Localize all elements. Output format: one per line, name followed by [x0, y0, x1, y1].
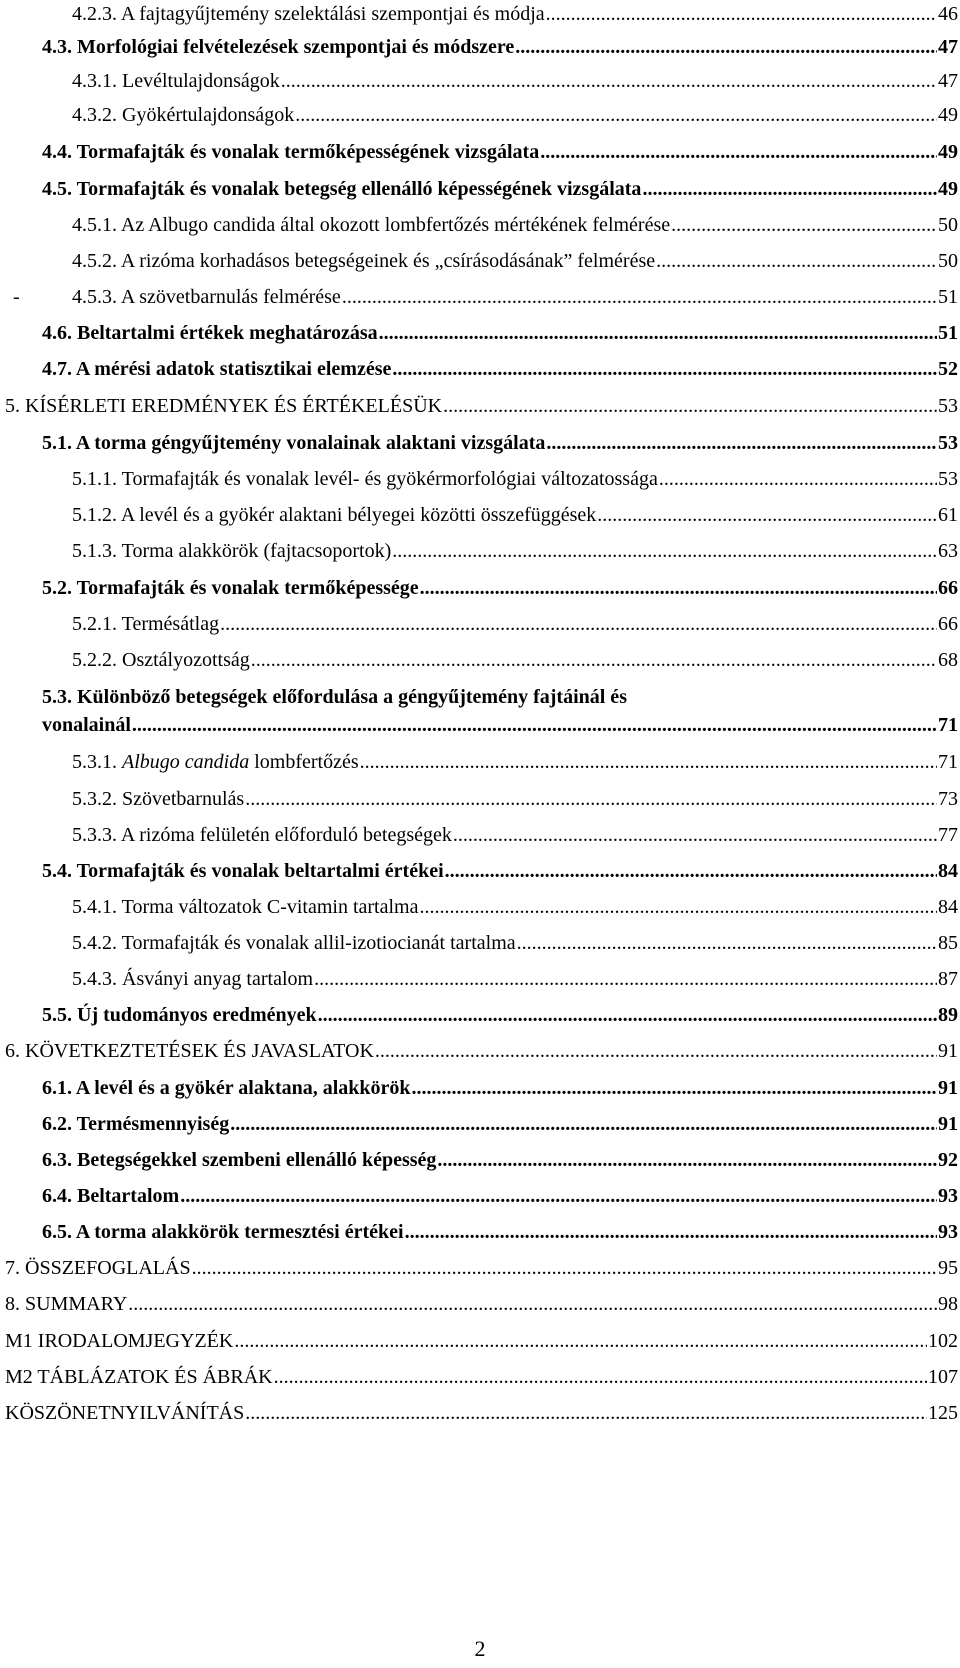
- toc-leader-dots: [453, 821, 937, 849]
- toc-entry[interactable]: [72, 67, 958, 95]
- toc-leader-dots: [234, 1327, 927, 1355]
- toc-entry-page: 71: [938, 714, 958, 736]
- toc-entry-label: 5.3.3. A rizóma felületén előforduló betegségek: [72, 824, 452, 846]
- toc-entry-label: [72, 748, 359, 776]
- toc-entry-label: 4.6. Beltartalmi értékek meghatározása: [42, 322, 378, 344]
- toc-entry[interactable]: [5, 1037, 958, 1065]
- toc-entry[interactable]: [72, 283, 958, 311]
- toc-entry-label: 5.2.1. Termésátlag: [72, 613, 220, 635]
- toc-entry-label: 5.4.2. Tormafajták és vonalak allil-izotiocianát tartalma: [72, 932, 516, 954]
- toc-entry-page: 91: [938, 1113, 958, 1135]
- toc-entry-page: 102: [928, 1330, 958, 1352]
- toc-entry-label: 5.5. Új tudományos eredmények: [42, 1004, 317, 1026]
- toc-entry-page: 49: [938, 141, 958, 163]
- toc-entry[interactable]: [72, 0, 958, 28]
- toc-leader-dots: [597, 501, 937, 529]
- toc-entry[interactable]: [42, 1146, 958, 1174]
- toc-entry-page: 87: [938, 968, 958, 990]
- toc-leader-dots: [245, 1399, 927, 1427]
- toc-entry[interactable]: [42, 574, 958, 602]
- toc-entry[interactable]: [72, 646, 958, 674]
- toc-entry-page: 66: [938, 613, 958, 635]
- toc-leader-dots: [128, 1290, 937, 1318]
- toc-leader-dots: [659, 465, 937, 493]
- toc-entry[interactable]: [42, 138, 958, 166]
- toc-entry-page: 50: [938, 250, 958, 272]
- toc-leader-dots: [540, 138, 937, 166]
- toc-entry[interactable]: [42, 683, 958, 739]
- toc-entry[interactable]: [42, 175, 958, 203]
- bullet-dash: -: [13, 286, 20, 308]
- toc-leader-dots: [230, 1110, 937, 1138]
- toc-leader-dots: [445, 857, 937, 885]
- toc-entry[interactable]: [42, 1074, 958, 1102]
- toc-leader-dots: [295, 101, 937, 129]
- toc-entry-page: 53: [938, 395, 958, 417]
- toc-entry[interactable]: [5, 1363, 958, 1391]
- toc-leader-dots: [318, 1001, 937, 1029]
- toc-leader-dots: [220, 610, 937, 638]
- toc-entry[interactable]: [42, 429, 958, 457]
- toc-leader-dots: [419, 893, 937, 921]
- toc-entry[interactable]: [72, 929, 958, 957]
- toc-entry-label: 5. KÍSÉRLETI EREDMÉNYEK ÉS ÉRTÉKELÉSÜK: [5, 395, 443, 417]
- toc-leader-dots: [392, 537, 937, 565]
- toc-entry[interactable]: [42, 857, 958, 885]
- toc-entry-label-line1: 5.3. Különböző betegségek előfordulása a géngyűjtemény fajtáinál és: [42, 686, 627, 708]
- toc-entry-label: 6.2. Termésmennyiség: [42, 1113, 230, 1135]
- toc-entry-page: 73: [938, 788, 958, 810]
- toc-leader-dots: [671, 211, 937, 239]
- toc-leader-dots: [180, 1182, 937, 1210]
- toc-entry-page: 71: [938, 751, 958, 773]
- toc-entry-page: 85: [938, 932, 958, 954]
- toc-entry-label-rest: lombfertőzés: [249, 751, 359, 773]
- toc-entry-label: 4.3.1. Levéltulajdonságok: [72, 70, 280, 92]
- toc-entry[interactable]: [72, 821, 958, 849]
- toc-leader-dots: [392, 355, 937, 383]
- toc-entry-page: 61: [938, 504, 958, 526]
- toc-leader-dots: [546, 0, 937, 28]
- toc-entry[interactable]: [72, 610, 958, 638]
- toc-entry-page: 49: [938, 178, 958, 200]
- toc-entry-page: 68: [938, 649, 958, 671]
- page-number: 2: [474, 1636, 486, 1661]
- toc-leader-dots: [546, 429, 937, 457]
- toc-leader-dots: [375, 1037, 937, 1065]
- toc-entry-page: 91: [938, 1040, 958, 1062]
- toc-entry-label: 5.1. A torma géngyűjtemény vonalainak alaktani vizsgálata: [42, 432, 546, 454]
- toc-entry-label: 4.3.2. Gyökértulajdonságok: [72, 104, 295, 126]
- toc-entry-label: 4.5.1. Az Albugo candida által okozott lombfertőzés mértékének felmérése: [72, 214, 671, 236]
- toc-entry[interactable]: [5, 1254, 958, 1282]
- toc-entry-page: 53: [938, 432, 958, 454]
- toc-entry-label: 4.3. Morfológiai felvételezések szempontjai és módszere: [42, 36, 515, 58]
- toc-entry[interactable]: [42, 319, 958, 347]
- toc-entry-label: vonalainál: [42, 714, 131, 736]
- toc-entry-label: 6.5. A torma alakkörök termesztési értékei: [42, 1221, 404, 1243]
- toc-entry-label: 8. SUMMARY: [5, 1293, 128, 1315]
- toc-entry-label: 5.2.2. Osztályozottság: [72, 649, 250, 671]
- toc-entry[interactable]: [72, 247, 958, 275]
- toc-entry[interactable]: [42, 33, 958, 61]
- toc-entry-page: 50: [938, 214, 958, 236]
- toc-leader-dots: [360, 748, 937, 776]
- toc-entry-page: 92: [938, 1149, 958, 1171]
- toc-entry-label: 5.1.3. Torma alakkörök (fajtacsoportok): [72, 540, 392, 562]
- toc-entry-label: 4.7. A mérési adatok statisztikai elemzése: [42, 358, 392, 380]
- toc-entry-label: 6. KÖVETKEZTETÉSEK ÉS JAVASLATOK: [5, 1040, 374, 1062]
- toc-entry[interactable]: [72, 211, 958, 239]
- toc-entry-label: 5.1.2. A levél és a gyökér alaktani bélyegei közötti összefüggések: [72, 504, 597, 526]
- toc-entry-page: 47: [938, 70, 958, 92]
- toc-entry[interactable]: [5, 1327, 958, 1355]
- toc-entry[interactable]: [5, 1399, 958, 1427]
- toc-entry-label: 5.4.3. Ásványi anyag tartalom: [72, 968, 314, 990]
- toc-entry[interactable]: [72, 537, 958, 565]
- toc-leader-dots: [192, 1254, 937, 1282]
- toc-entry-page: 93: [938, 1221, 958, 1243]
- toc-leader-dots: [132, 711, 937, 739]
- toc-entry-page: 66: [938, 577, 958, 599]
- toc-entry-label: 7. ÖSSZEFOGLALÁS: [5, 1257, 191, 1279]
- toc-entry-page: 46: [938, 3, 958, 25]
- toc-leader-dots: [443, 392, 937, 420]
- toc-leader-dots: [656, 247, 937, 275]
- toc-entry[interactable]: [72, 501, 958, 529]
- toc-entry[interactable]: [72, 101, 958, 129]
- toc-entry-page: 91: [938, 1077, 958, 1099]
- toc-entry-label: 4.2.3. A fajtagyűjtemény szelektálási szempontjai és módja: [72, 3, 545, 25]
- toc-entry-species: Albugo candida: [122, 751, 250, 773]
- toc-entry[interactable]: [72, 965, 958, 993]
- toc-entry[interactable]: [42, 355, 958, 383]
- toc-entry-label: 6.3. Betegségekkel szembeni ellenálló képesség: [42, 1149, 437, 1171]
- toc-entry-page: 49: [938, 104, 958, 126]
- toc-entry-label: 6.1. A levél és a gyökér alaktana, alakkörök: [42, 1077, 411, 1099]
- toc-entry-page: 47: [938, 36, 958, 58]
- toc-entry-page: 125: [928, 1402, 958, 1424]
- toc-leader-dots: [251, 646, 937, 674]
- toc-entry[interactable]: [72, 465, 958, 493]
- toc-leader-dots: [405, 1218, 937, 1246]
- toc-entry-label: 5.3.2. Szövetbarnulás: [72, 788, 245, 810]
- toc-entry-page: 63: [938, 540, 958, 562]
- toc-entry[interactable]: [5, 392, 958, 420]
- toc-entry[interactable]: [72, 893, 958, 921]
- toc-leader-dots: [281, 67, 937, 95]
- toc-leader-dots: [342, 283, 937, 311]
- toc-entry-label: 5.4. Tormafajták és vonalak beltartalmi értékei: [42, 860, 444, 882]
- toc-leader-dots: [412, 1074, 937, 1102]
- toc-entry-page: 51: [938, 322, 958, 344]
- toc-entry-label: M1 IRODALOMJEGYZÉK: [5, 1330, 234, 1352]
- toc-entry[interactable]: [5, 1290, 958, 1318]
- toc-entry-page: 77: [938, 824, 958, 846]
- toc-entry-page: 84: [938, 896, 958, 918]
- toc-leader-dots: [420, 574, 937, 602]
- toc-entry[interactable]: [72, 785, 958, 813]
- toc-leader-dots: [245, 785, 937, 813]
- toc-entry-page: 98: [938, 1293, 958, 1315]
- toc-entry[interactable]: [42, 1001, 958, 1029]
- toc-entry-page: 84: [938, 860, 958, 882]
- toc-leader-dots: [515, 33, 937, 61]
- toc-entry-label: 4.5. Tormafajták és vonalak betegség ellenálló képességének vizsgálata: [42, 178, 642, 200]
- toc-leader-dots: [642, 175, 937, 203]
- toc-entry[interactable]: [42, 1182, 958, 1210]
- toc-entry-label: 5.2. Tormafajták és vonalak termőképessége: [42, 577, 419, 599]
- toc-leader-dots: [274, 1363, 927, 1391]
- toc-entry-page: 107: [928, 1366, 958, 1388]
- toc-leader-dots: [517, 929, 937, 957]
- toc-entry[interactable]: [42, 1110, 958, 1138]
- toc-entry-page: 51: [938, 286, 958, 308]
- toc-entry-label: 5.4.1. Torma változatok C-vitamin tartalma: [72, 896, 419, 918]
- toc-entry-page: 52: [938, 358, 958, 380]
- toc-entry-label: M2 TÁBLÁZATOK ÉS ÁBRÁK: [5, 1366, 273, 1388]
- toc-entry-label: 4.5.3. A szövetbarnulás felmérése: [72, 286, 341, 308]
- toc-entry-page: 95: [938, 1257, 958, 1279]
- toc-entry-page: 93: [938, 1185, 958, 1207]
- toc-entry-label: 4.4. Tormafajták és vonalak termőképességének vizsgálata: [42, 141, 540, 163]
- toc-entry[interactable]: [72, 748, 958, 776]
- toc-leader-dots: [379, 319, 937, 347]
- toc-entry[interactable]: [42, 1218, 958, 1246]
- toc-entry-label: 6.4. Beltartalom: [42, 1185, 180, 1207]
- toc-leader-dots: [437, 1146, 937, 1174]
- toc-entry-number: 5.3.1.: [72, 751, 122, 773]
- toc-entry-page: 53: [938, 468, 958, 490]
- toc-entry-page: 89: [938, 1004, 958, 1026]
- toc-entry-label: 4.5.2. A rizóma korhadásos betegségeinek és „csírásodásának” felmérése: [72, 250, 656, 272]
- toc-leader-dots: [314, 965, 937, 993]
- toc-entry-label: KÖSZÖNETNYILVÁNÍTÁS: [5, 1402, 245, 1424]
- toc-entry-label: 5.1.1. Tormafajták és vonalak levél- és gyökérmorfológiai változatossága: [72, 468, 658, 490]
